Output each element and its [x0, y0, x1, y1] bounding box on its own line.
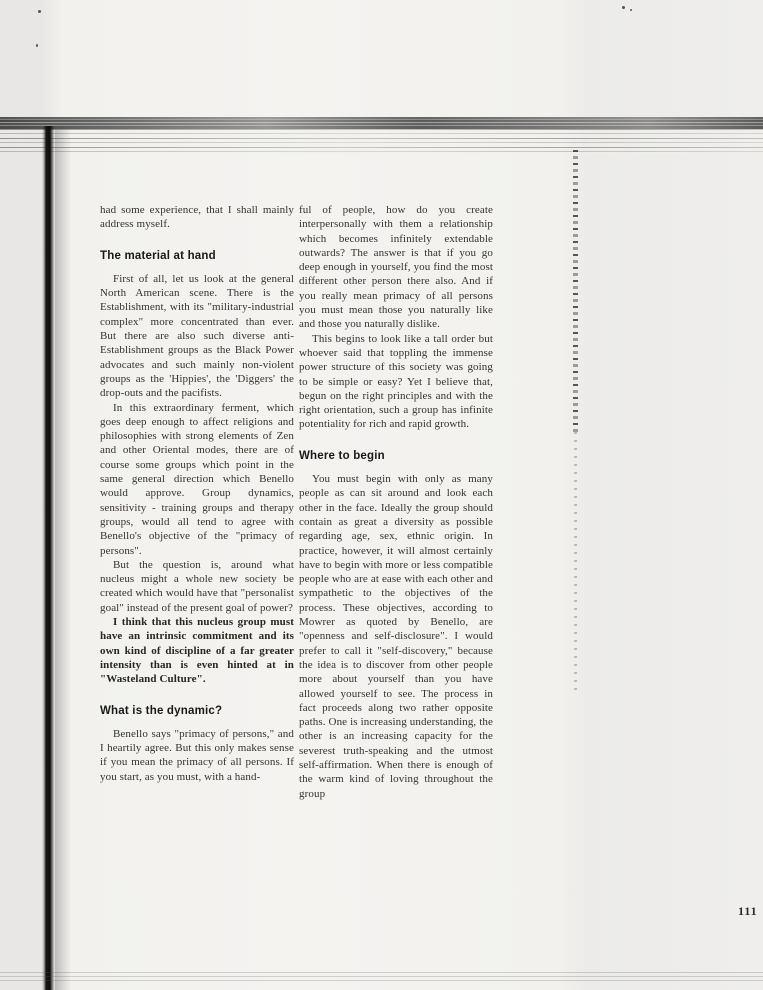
paragraph: You must begin with only as many people as can sit around and look each other in the face. Ideally the group should contain as great a diversity as possible regarding age, sex, ethnic origin. In practice, however, it will almost certainly have to begin with more or less compatible people who are at ease with each other and sympathetic to the objectives of the process. These objectives, according to Mowrer as quoted by Benello, are "openness and self-disclosure". I would prefer to call it "self-discovery," because the idea is to discover from other people more about yourself than you have allowed yourself to see. The process in fact proceeds along two rather opposite paths. One is increasing understanding, the other is an increasing capacity for the severest truth-speaking and the utmost self-affirmation. When there is enough of the warm kind of loving throughout the group [299, 473, 493, 800]
bottom-scan-streaks [0, 972, 763, 983]
paragraph-emphasis: I think that this nucleus group must have an intrinsic commitment and its own kind of discipline of a far greater intensity than is even hinted at in "Wasteland Culture". [100, 616, 294, 686]
paragraph: had some experience, that I shall mainly address myself. [100, 204, 294, 231]
scan-speck [38, 10, 41, 13]
paragraph: This begins to look like a tall order but whoever said that toppling the immense power structure of this society was going to be simple or easy? Yet I believe that, begun on the right principles and with the right orientation, such a group has infinite potentiality for rich and rapid growth. [299, 332, 493, 431]
scan-band-dark [0, 117, 763, 129]
paragraph: In this extraordinary ferment, which goes deep enough to affect religions and philosophies with strong elements of Zen and other Oriental modes, there are of course some groups which point in the same general direction which Benello would approve. Group dynamics, sensitivity - training groups and therapy groups, would all tend to agree with Benello's objective of the "primacy of persons". [100, 401, 294, 557]
left-column [100, 203, 294, 784]
scan-band-speckle [0, 129, 763, 154]
paragraph: Benello says "primacy of persons," and I heartily agree. But this only makes sense if you mean the primacy of all persons. If you start, as you must, with a hand- [100, 727, 294, 783]
paragraph: First of all, let us look at the general North American scene. There is the Establishment, with its "military-industrial complex" more concentrated than ever. But there are also such diverse anti-Establishment groups as the Black Power advocates and such mainly non-violent groups as the 'Hippies', the 'Diggers' the drop-outs and the pacifists. [100, 272, 294, 400]
section-heading-where-to-begin: Where to begin [299, 449, 385, 462]
right-edge-scan-marks [573, 150, 578, 432]
scan-speck [630, 9, 632, 11]
book-spine-soft-shadow [55, 126, 71, 990]
book-spine-shadow [42, 126, 55, 990]
page-number: 111 [738, 904, 758, 918]
paragraph: ful of people, how do you create interpersonally with them a relationship which becomes infinitely extendable outwards? The answer is that if you go deep enough in yourself, you find the most different other person there also. And if you really mean primacy of all persons you must mean those you naturally like and those you naturally dislike. [299, 204, 493, 331]
scan-speck [36, 44, 38, 47]
section-heading-material-at-hand: The material at hand [100, 249, 216, 262]
paragraph: But the question is, around what nucleus might a whole new society be created which would have that "personalist goal" instead of the present goal of power? [100, 558, 294, 614]
right-column [299, 203, 493, 801]
scan-speck [622, 6, 625, 9]
section-heading-what-is-the-dynamic: What is the dynamic? [100, 704, 223, 717]
right-edge-scan-marks-faint [574, 432, 577, 692]
